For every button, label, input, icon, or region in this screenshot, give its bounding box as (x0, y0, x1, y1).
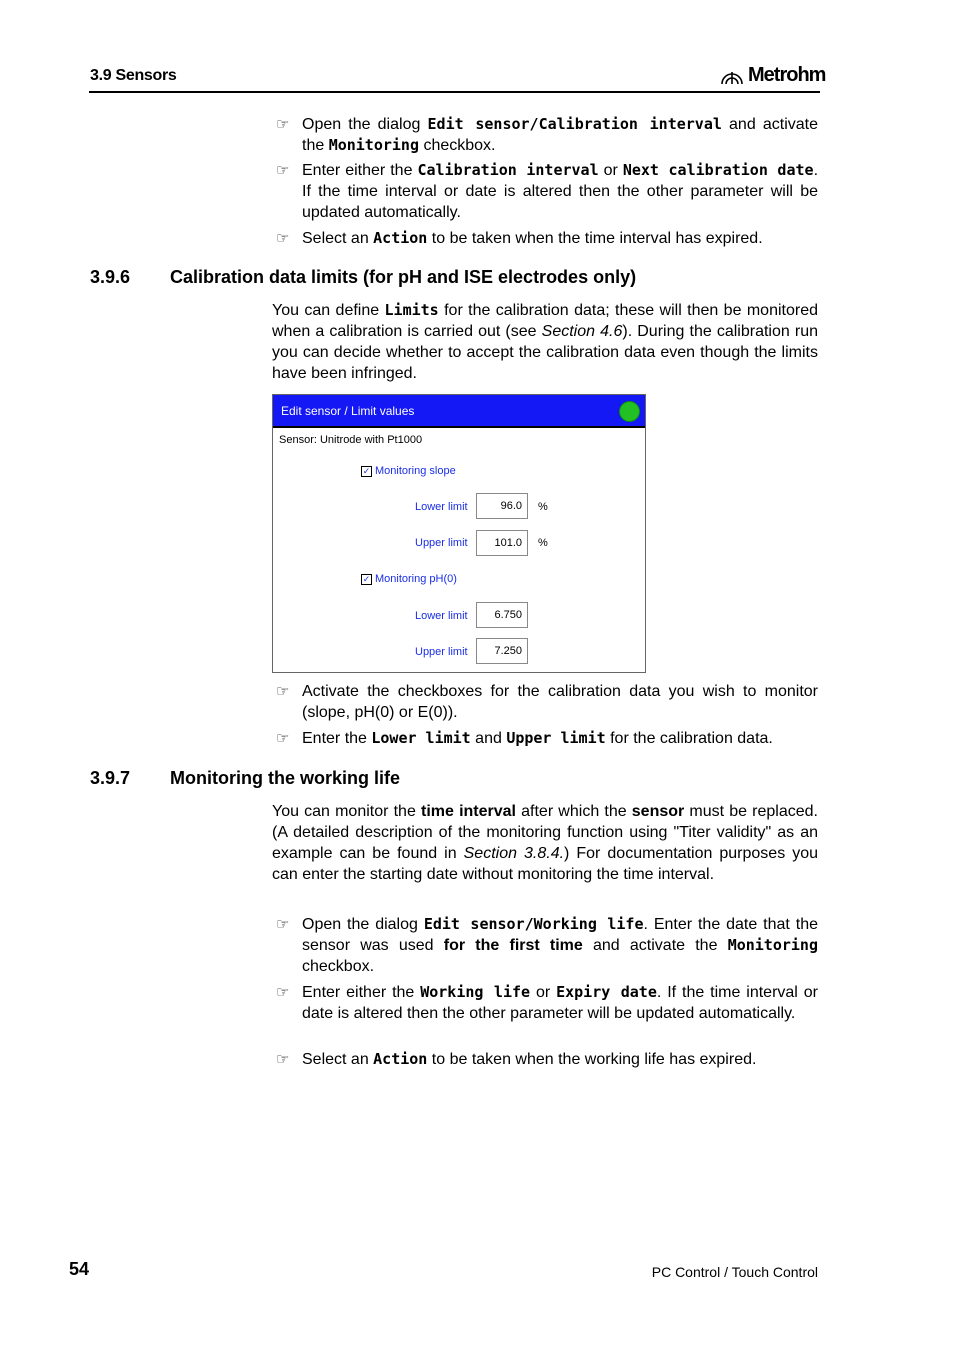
header-rule (89, 91, 820, 93)
checkbox-checked-icon: ✓ (362, 465, 371, 476)
section-heading-396: 3.9.6 Calibration data limits (for pH and ISE electrodes only) (90, 267, 637, 287)
dialog-separator (273, 426, 645, 428)
bullet-text: Select an Action to be taken when the time interval has expired. (302, 229, 763, 247)
percent-unit: % (538, 537, 548, 549)
monitoring-ph0-checkbox[interactable]: ✓ Monitoring pH(0) (362, 573, 457, 585)
monitoring-slope-checkbox[interactable]: ✓ Monitoring slope (362, 465, 456, 477)
logo-text: Metrohm (748, 64, 826, 86)
bullet-item (276, 160, 818, 223)
checkbox-checked-icon: ✓ (362, 573, 371, 584)
footer-product: PC Control / Touch Control (651, 1264, 818, 1280)
section-heading-397: 3.9.7 Monitoring the working life (90, 768, 400, 788)
lower-limit-ph0-label: Lower limit (415, 610, 468, 622)
lower-limit-ph0-field[interactable]: 6.750 (476, 602, 528, 628)
lower-limit-slope-field[interactable]: 96.0 (476, 493, 528, 519)
bullet-item (276, 728, 818, 749)
pointing-hand-icon: ☞ (276, 116, 290, 133)
percent-unit: % (538, 501, 548, 513)
pointing-hand-icon: ☞ (276, 916, 290, 933)
upper-limit-ph0-field[interactable]: 7.250 (476, 638, 528, 664)
bullet-item (276, 1049, 818, 1070)
bullet-text: Enter either the Working life or Expiry date. If the time interval or date is altered then the other parameter will be updated automatically. (302, 983, 818, 1022)
upper-limit-slope-field[interactable]: 101.0 (476, 530, 528, 556)
metrohm-logo-icon (720, 66, 744, 86)
limit-values-dialog (272, 394, 646, 673)
upper-limit-slope-label: Upper limit (415, 537, 468, 549)
pointing-hand-icon: ☞ (276, 683, 290, 700)
bullet-item (276, 114, 818, 156)
status-indicator-icon (619, 401, 640, 422)
bullet-text: Select an Action to be taken when the working life has expired. (302, 1050, 757, 1068)
bullet-text: Open the dialog Edit sensor/Working life. Enter the date that the sensor was used for the first time and activate the Monitoring checkbox. (302, 915, 819, 975)
bullet-item (276, 228, 818, 249)
pointing-hand-icon: ☞ (276, 730, 290, 747)
pointing-hand-icon: ☞ (276, 230, 290, 247)
lower-limit-slope-label: Lower limit (415, 501, 468, 513)
dialog-title-bar (273, 395, 645, 426)
running-header-section: 3.9 Sensors (90, 67, 177, 84)
bullet-text: Enter either the Calibration interval or Next calibration date. If the time interval or date is altered then the other parameter will be updated automatically. (302, 161, 819, 221)
sensor-label: Sensor: Unitrode with Pt1000 (279, 434, 423, 446)
bullet-text: Enter the Lower limit and Upper limit for the calibration data. (302, 729, 773, 747)
pointing-hand-icon: ☞ (276, 162, 290, 179)
bullet-text: Activate the checkboxes for the calibration data you wish to monitor (slope, pH(0) or E(0)). (302, 683, 818, 721)
bullet-text: Open the dialog Edit sensor/Calibration interval and activate the Monitoring checkbox. (302, 115, 819, 154)
upper-limit-ph0-label: Upper limit (415, 646, 468, 658)
section-397-paragraph: You can monitor the time interval after which the sensor must be replaced. (A detailed description of the monitoring function using "Titer validity" as an example can be found in Section 3.8.4.) For documentation purposes you can enter the starting date without monitoring the time interval. (272, 803, 819, 883)
bullet-item (276, 914, 818, 977)
page-number: 54 (69, 1259, 90, 1279)
pointing-hand-icon: ☞ (276, 984, 290, 1001)
pointing-hand-icon: ☞ (276, 1051, 290, 1068)
metrohm-logo (720, 64, 825, 87)
section-396-paragraph: You can define Limits for the calibration data; these will then be monitored when a calibration is carried out (see Section 4.6). During the calibration run you can decide whether to accept the calibration data even though the limits have been infringed. (272, 301, 818, 382)
dialog-title: Edit sensor / Limit values (281, 403, 415, 418)
bullet-item (276, 982, 818, 1024)
bullet-item (276, 681, 818, 723)
